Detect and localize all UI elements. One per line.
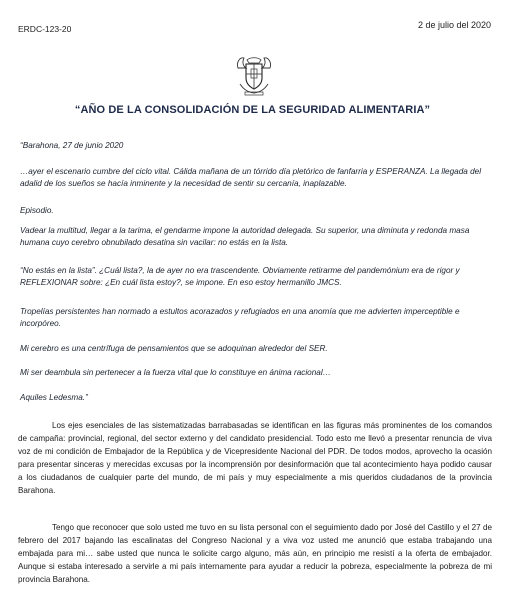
quote-signature: Aquiles Ledesma.” [20,393,88,402]
letter-opening: “Barahona, 27 de junio 2020 [20,141,124,150]
body-paragraph-1: Los ejes esenciales de las sistematizadas barrabasadas se identifican en las figuras más prominentes de los comandos de campaña: provincial, regional, del sector externo y del candidato presidencial. Todo esto me llevó a presentar renuncia de viva voz de mi condición de Embajador de la República y de Vicepresidente Nacional del PDR. De todos modos, aprovecho la ocasión para presentar sinceras y merecidas excusas por la incomprensión por desinformación que tal acontecimiento haya podido causar a los ciudadanos de cualquier parte del mundo, de mi país y muy especialmente a mis queridos ciudadanos de la provincia Barahona. [18,421,492,495]
quote-paragraph-3: “No estás en la lista”. ¿Cuál lista?, la de ayer no era trascendente. Obviamente retirarme del pandemónium era de rigor y REFLEXIONAR sobre: ¿En cuál lista estoy?, se impone. En eso estoy hermanillo JMCS. [20,266,460,288]
episode-label: Episodio. [20,206,54,215]
quote-paragraph-6: Mi ser deambula sin pertenecer a la fuerza vital que lo constituye en ánima racional… [20,368,331,377]
coat-of-arms-seal-icon [234,54,274,98]
quote-paragraph-4: Tropelías persistentes han normado a estultos acorazados y refugiados en una anomía que me advierten imperceptible e incorpóreo. [20,307,460,329]
year-motto-headline: “AÑO DE LA CONSOLIDACIÓN DE LA SEGURIDAD ALIMENTARIA” [74,104,431,116]
letter-date: 2 de julio del 2020 [417,20,491,30]
quote-paragraph-5: Mi cerebro es una centrífuga de pensamientos que se adoquinan alrededor del SER. [20,344,328,353]
body-paragraph-2: Tengo que reconocer que solo usted me tuvo en su lista personal con el seguimiento dado por José del Castillo y el 27 de febrero del 2017 bajando las escalinatas del Congreso Nacional y a viva voz usted me anunció que estaba trabajando una embajada para mi… sabe usted que nunca le solicite cargo alguno, más aún, en principio me resistí a la oferta de embajador. Aunque si estaba interesado a servirle a mi país internamente para ayudar a reducir la pobreza, especialmente la pobreza de mi provincia Barahona. [18,523,492,584]
reference-number: ERDC-123-20 [18,24,72,34]
quote-paragraph-2: Vadear la multitud, llegar a la tarima, el gendarme impone la autoridad delegada. Su superior, una diminuta y redonda masa humana cuyo cerebro obnubilado desatina sin vacilar: no estás en la lista. [20,226,470,248]
quote-paragraph-1: …ayer el escenario cumbre del ciclo vital. Cálida mañana de un tórrido día pletórico de fanfarria y ESPERANZA. La llegada del adalid de los sueños se hacía inminente y la necesidad de sentir su cercanía, inaplazable. [20,167,482,189]
